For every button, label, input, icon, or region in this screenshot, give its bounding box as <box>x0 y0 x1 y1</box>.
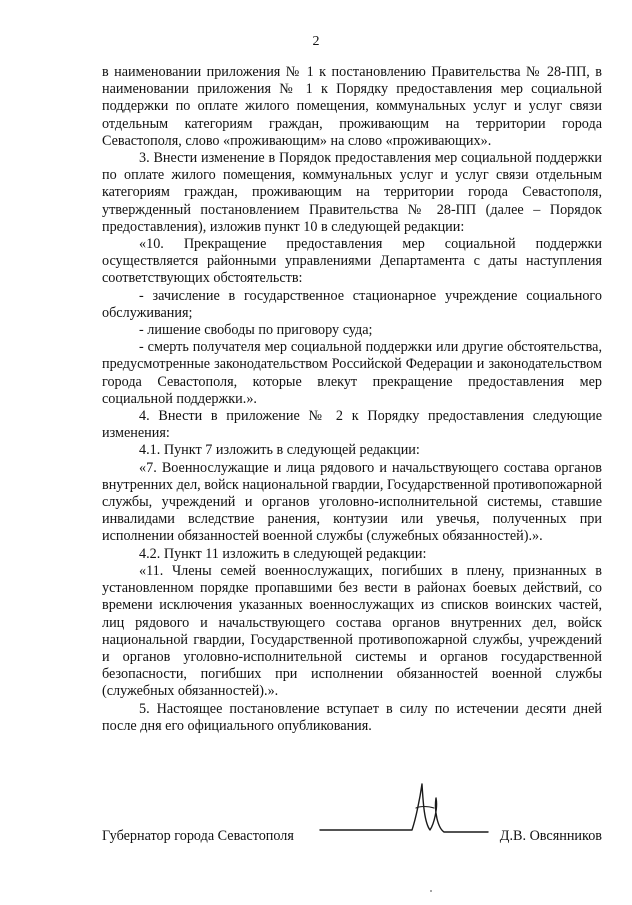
paragraph-item-10-quote: «10. Прекращение предоставления мер социальной поддержки осуществляется районными управлениями Департамента с даты наступления соответствующих обстоятельств: <box>102 236 602 287</box>
handwritten-signature <box>312 778 492 848</box>
list-item-imprisonment: - лишение свободы по приговору суда; <box>139 322 373 339</box>
paragraph-item-4-1: 4.1. Пункт 7 изложить в следующей редакции: <box>139 442 420 459</box>
signatory-name: Д.В. Овсянников <box>499 828 602 844</box>
list-item-death: - смерть получателя мер социальной поддержки или другие обстоятельства, предусмотренные законодательством Российской Федерации и законодательством города Севастополя, которые влекут прекращение предоставления мер социальной поддержки.». <box>102 339 602 407</box>
signature-block <box>102 822 602 862</box>
signatory-position: Губернатор города Севастополя <box>102 828 294 844</box>
list-item-enrollment: - зачисление в государственное стационарное учреждение социального обслуживания; <box>102 287 602 321</box>
paragraph-item-3: 3. Внести изменение в Порядок предоставления мер социальной поддержки по оплате жилого помещения, коммунальных услуг и услуг связи отдельным категориям граждан, проживающим на территории города Севастополя, утвержденный постановлением Правительства № 28-ПП (далее – Порядок предоставления), изложив пункт 10 в следующей редакции: <box>102 150 602 235</box>
paragraph-item-4: 4. Внести в приложение № 2 к Порядку предоставления следующие изменения: <box>102 408 602 442</box>
paragraph-naming-change: в наименовании приложения № 1 к постановлению Правительства № 28-ПП, в наименовании приложения № 1 к Порядку предоставления мер социальной поддержки по оплате жилого помещения, коммунальных услуг и услуг связи отдельным категориям граждан, проживающим на территории города Севастополя, слово «проживающим» на слово «проживающих». <box>102 64 602 149</box>
paragraph-item-5: 5. Настоящее постановление вступает в силу по истечении десяти дней после дня его официального опубликования. <box>102 700 602 734</box>
document-body <box>102 64 602 735</box>
paragraph-item-7-quote: «7. Военнослужащие и лица рядового и начальствующего состава органов внутренних дел, войск национальной гвардии, Государственной противопожарной службы, учреждений и органов уголовно-исполнительной системы, ставшие инвалидами вследствие ранения, контузии или увечья, полученных при исполнении обязанностей военной службы (служебных обязанностей).». <box>102 459 602 545</box>
paragraph-item-11-quote: «11. Члены семей военнослужащих, погибших в плену, признанных в установленном порядке пропавшими без вести в районах боевых действий, со времени исключения указанных военнослужащих из списков воинских частей, лиц рядового и начальствующего состава органов внутренних дел, войск национальной гвардии, Государственной противопожарной службы, учреждений и органов уголовно-исполнительной системы и органов государственной безопасности, погибших при исполнении обязанностей военной службы (служебных обязанностей).». <box>102 562 602 700</box>
page-number: 2 <box>312 34 320 49</box>
paragraph-item-4-2: 4.2. Пункт 11 изложить в следующей редакции: <box>139 545 427 562</box>
scan-artifact <box>430 890 432 892</box>
